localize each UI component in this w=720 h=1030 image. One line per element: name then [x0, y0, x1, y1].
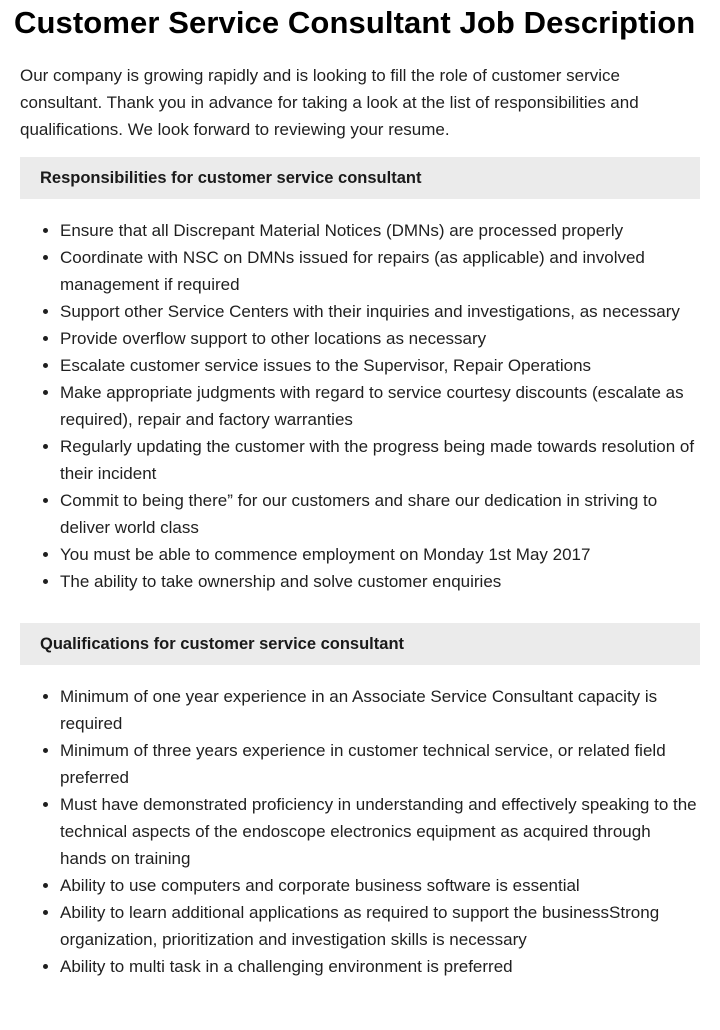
list-item: • Minimum of three years experience in customer technical service, or related field preferred — [60, 737, 700, 791]
responsibilities-list — [20, 217, 700, 595]
list-item: • Regularly updating the customer with the progress being made towards resolution of their incident — [60, 433, 700, 487]
list-item: • Ability to multi task in a challenging environment is preferred — [60, 953, 700, 980]
list-item: • Support other Service Centers with their inquiries and investigations, as necessary — [60, 298, 700, 325]
list-item: • Make appropriate judgments with regard to service courtesy discounts (escalate as required), repair and factory warranties — [60, 379, 700, 433]
list-item: • Ensure that all Discrepant Material Notices (DMNs) are processed properly — [60, 217, 700, 244]
list-item: • Ability to learn additional applications as required to support the businessStrong organization, prioritization and investigation skills is necessary — [60, 899, 700, 953]
list-item: • Commit to being there” for our customers and share our dedication in striving to deliver world class — [60, 487, 700, 541]
responsibilities-heading: Responsibilities for customer service consultant — [20, 157, 700, 199]
intro-paragraph: Our company is growing rapidly and is looking to fill the role of customer service consultant. Thank you in advance for taking a look at the list of responsibilities and qualifications. We look forward to reviewing your resume. — [20, 66, 639, 139]
list-item: • Minimum of one year experience in an Associate Service Consultant capacity is required — [60, 683, 700, 737]
page-title: Customer Service Consultant Job Description — [14, 5, 696, 40]
qualifications-list — [20, 683, 700, 980]
list-item: • You must be able to commence employment on Monday 1st May 2017 — [60, 541, 700, 568]
list-item: • Escalate customer service issues to the Supervisor, Repair Operations — [60, 352, 700, 379]
qualifications-heading: Qualifications for customer service consultant — [20, 623, 700, 665]
list-item: • The ability to take ownership and solve customer enquiries — [60, 568, 700, 595]
list-item: • Must have demonstrated proficiency in understanding and effectively speaking to the technical aspects of the endoscope electronics equipment as acquired through hands on training — [60, 791, 700, 872]
list-item: • Coordinate with NSC on DMNs issued for repairs (as applicable) and involved management if required — [60, 244, 700, 298]
list-item: • Provide overflow support to other locations as necessary — [60, 325, 700, 352]
list-item: • Ability to use computers and corporate business software is essential — [60, 872, 700, 899]
